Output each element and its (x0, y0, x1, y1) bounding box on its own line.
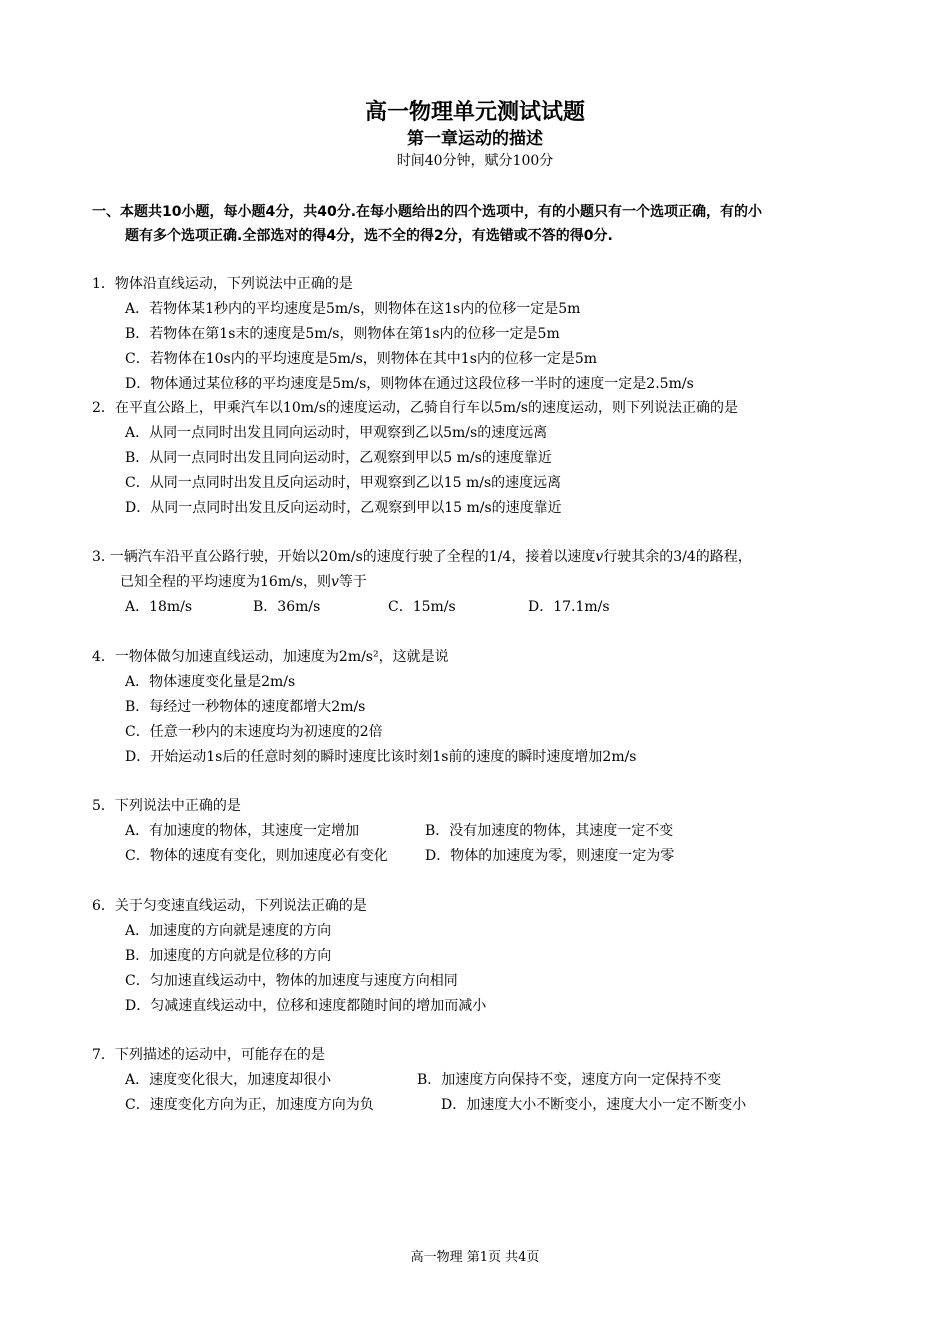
question-7 (92, 1043, 882, 1118)
option-a: A．有加速度的物体，其速度一定增加 (125, 823, 360, 839)
question-stem: 6．关于匀变速直线运动，下列说法正确的是 (92, 898, 367, 914)
options-row-2 (92, 844, 882, 869)
option-d: D．物体的加速度为零，则速度一定为零 (425, 848, 675, 864)
option-d: D．17.1m/s (528, 599, 610, 615)
stem-part-2: 行驶其余的3/4的路程， (603, 549, 752, 565)
option-d: D．开始运动1s后的任意时刻的瞬时速度比该时刻1s前的速度的瞬时速度增加2m/s (125, 749, 637, 765)
question-6 (92, 894, 882, 1019)
option-a: A．加速度的方向就是速度的方向 (125, 923, 332, 939)
stem-part-1: 3. 一辆汽车沿平直公路行驶，开始以20m/s的速度行驶了全程的1/4，接着以速度 (92, 549, 596, 565)
page-title: 高一物理单元测试试题 (364, 100, 585, 125)
instructions-line-2: 题有多个选项正确.全部选对的得4分，选不全的得2分，有选错或不答的得0分. (125, 228, 613, 244)
question-stem: 1．物体沿直线运动，下列说法中正确的是 (92, 276, 353, 292)
question-stem: 5．下列说法中正确的是 (92, 798, 241, 814)
options-row (92, 595, 882, 620)
option-b: B．从同一点同时出发且同向运动时，乙观察到甲以5 m/s的速度靠近 (125, 450, 552, 466)
option-b: B．每经过一秒物体的速度都增大2m/s (125, 699, 366, 715)
option-c: C．从同一点同时出发且反向运动时，甲观察到乙以15 m/s的速度远离 (125, 475, 562, 491)
page-footer: 高一物理 第1页 共4页 (410, 1250, 540, 1265)
option-b: B．加速度的方向就是位移的方向 (125, 948, 332, 964)
options-row-2 (92, 1093, 882, 1118)
option-c: C．15m/s (388, 599, 456, 615)
question-stem: 2．在平直公路上，甲乘汽车以10m/s的速度运动，乙骑自行车以5m/s的速度运动，则下列说法正确的是 (92, 400, 738, 416)
question-1 (92, 272, 882, 397)
question-stem-continued (92, 570, 882, 595)
option-d: D．物体通过某位移的平均速度是5m/s，则物体在通过这段位移一半时的速度一定是2.5m/s (125, 376, 694, 392)
question-3 (92, 545, 882, 620)
option-b: B．若物体在第1s末的速度是5m/s，则物体在第1s内的位移一定是5m (125, 326, 560, 342)
question-stem: 4．一物体做匀加速直线运动，加速度为2m/s²，这就是说 (92, 649, 449, 665)
option-b: B．36m/s (253, 599, 321, 615)
option-a: A．从同一点同时出发且同向运动时，甲观察到乙以5m/s的速度远离 (125, 425, 548, 441)
time-score-note: 时间40分钟，赋分100分 (396, 153, 554, 169)
option-a: A．18m/s (125, 599, 193, 615)
option-d: D．匀减速直线运动中，位移和速度都随时间的增加而减小 (125, 998, 487, 1014)
question-stem (92, 545, 882, 570)
option-d: D．从同一点同时出发且反向运动时，乙观察到甲以15 m/s的速度靠近 (125, 500, 562, 516)
option-c: C．若物体在10s内的平均速度是5m/s，则物体在其中1s内的位移一定是5m (125, 351, 598, 367)
option-c: C．匀加速直线运动中，物体的加速度与速度方向相同 (125, 973, 458, 989)
chapter-subtitle: 第一章运动的描述 (407, 129, 543, 149)
option-a: A．物体速度变化量是2m/s (125, 674, 296, 690)
option-c: C．任意一秒内的末速度均为初速度的2倍 (125, 724, 383, 740)
option-c: C．速度变化方向为正，加速度方向为负 (125, 1097, 374, 1113)
instructions-line-1: 一、本题共10小题，每小题4分，共40分.在每小题给出的四个选项中，有的小题只有一个选项正确，有的小 (92, 204, 763, 220)
question-2 (92, 396, 882, 521)
option-b: B．没有加速度的物体，其速度一定不变 (425, 823, 674, 839)
option-c: C．物体的速度有变化，则加速度必有变化 (125, 848, 388, 864)
section-instructions (92, 200, 872, 248)
option-a: A．速度变化很大，加速度却很小 (125, 1072, 332, 1088)
question-5 (92, 794, 882, 869)
velocity-variable: v (331, 574, 339, 590)
question-stem: 7．下列描述的运动中，可能存在的是 (92, 1047, 325, 1063)
option-d: D．加速度大小不断变小，速度大小一定不断变小 (441, 1097, 747, 1113)
stem-part-3: 已知全程的平均速度为16m/s，则 (120, 574, 331, 590)
option-b: B．加速度方向保持不变，速度方向一定保持不变 (417, 1072, 722, 1088)
question-4 (92, 645, 882, 770)
options-row-1 (92, 1068, 882, 1093)
stem-part-4: 等于 (338, 574, 367, 590)
options-row-1 (92, 819, 882, 844)
option-a: A．若物体某1秒内的平均速度是5m/s，则物体在这1s内的位移一定是5m (125, 301, 581, 317)
velocity-variable: v (595, 549, 604, 565)
